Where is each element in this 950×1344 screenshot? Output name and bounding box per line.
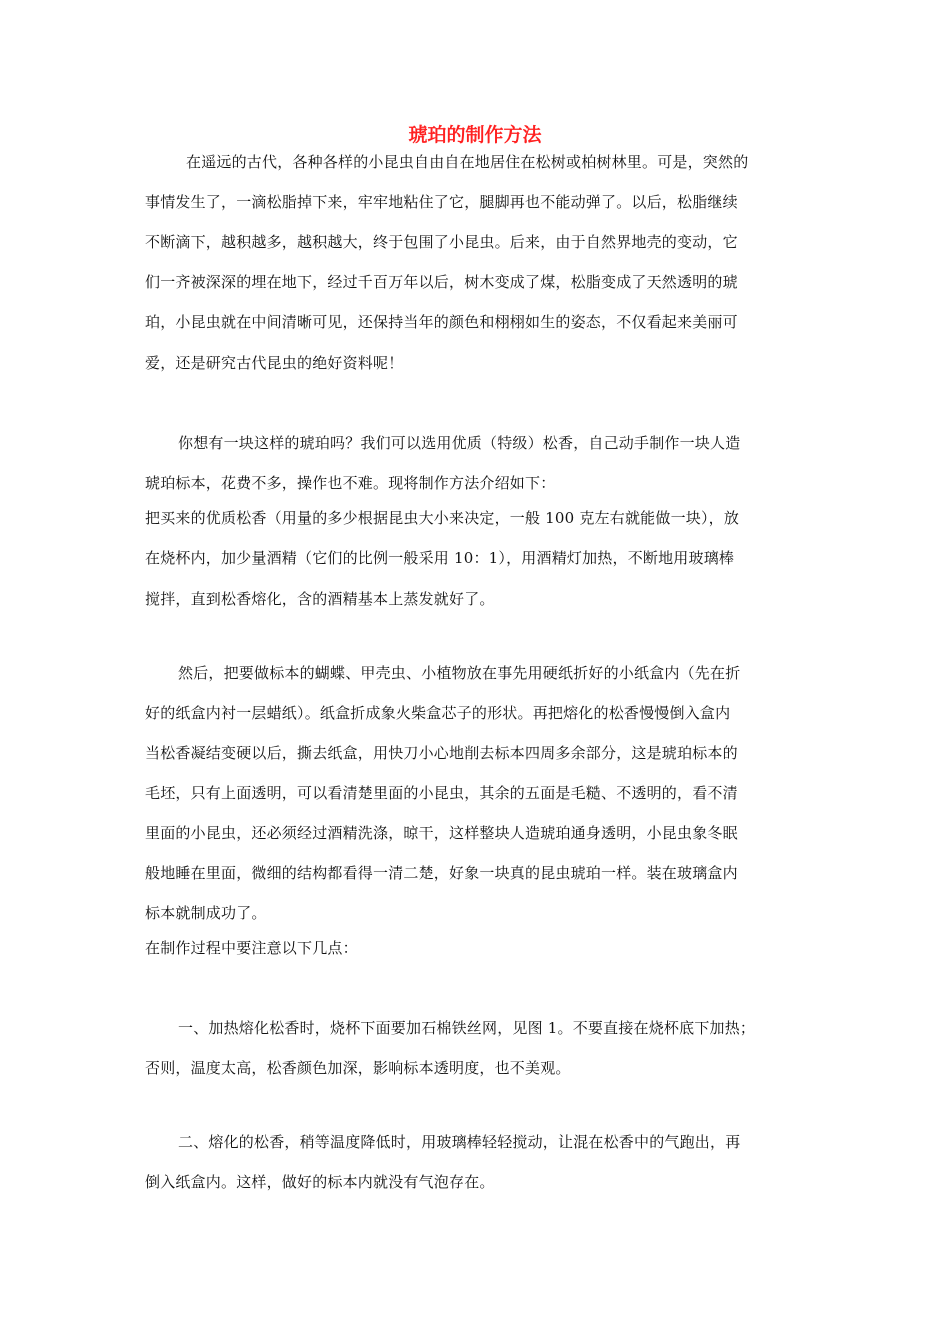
text-line: 搅拌，直到松香熔化，含的酒精基本上蒸发就好了。 [145,590,495,608]
text-line: 倒入纸盒内。这样，做好的标本内就没有气泡存在。 [145,1173,495,1191]
text-line: 当松香凝结变硬以后，撕去纸盒，用快刀小心地削去标本四周多余部分，这是琥珀标本的 [145,744,738,762]
text-line: 在制作过程中要注意以下几点： [145,939,358,957]
text-line: 你想有一块这样的琥珀吗？我们可以选用优质（特级）松香，自己动手制作一块人造 [178,434,741,452]
text-line: 琥珀标本，花费不多，操作也不难。现将制作方法介绍如下： [145,474,556,492]
text-line: 二、熔化的松香，稍等温度降低时，用玻璃棒轻轻搅动，让混在松香中的气跑出，再 [178,1133,741,1151]
text-line: 好的纸盒内衬一层蜡纸）。纸盒折成象火柴盒芯子的形状。再把熔化的松香慢慢倒入盒内 [145,704,731,722]
text-line: 标本就制成功了。 [145,904,267,922]
text-line: 般地睡在里面，微细的结构都看得一清二楚，好象一块真的昆虫琥珀一样。装在玻璃盒内 [145,864,738,882]
text-line: 们一齐被深深的埋在地下，经过千百万年以后，树木变成了煤，松脂变成了天然透明的琥 [145,273,738,291]
document-title: 琥珀的制作方法 [408,124,542,146]
text-line: 一、加热熔化松香时，烧杯下面要加石棉铁丝网，见图 1。不要直接在烧杯底下加热； [178,1019,756,1037]
text-line: 里面的小昆虫，还必须经过酒精洗涤，晾干，这样整块人造琥珀通身透明，小昆虫象冬眠 [145,824,738,842]
text-line: 爱，还是研究古代昆虫的绝好资料呢！ [145,354,404,372]
text-line: 把买来的优质松香（用量的多少根据昆虫大小来决定，一般 100 克左右就能做一块），放 [145,509,740,527]
text-line: 然后，把要做标本的蝴蝶、甲壳虫、小植物放在事先用硬纸折好的小纸盒内（先在折 [178,664,741,682]
text-line: 不断滴下，越积越多，越积越大，终于包围了小昆虫。后来，由于自然界地壳的变动，它 [145,233,738,251]
text-line: 毛坯，只有上面透明，可以看清楚里面的小昆虫，其余的五面是毛糙、不透明的，看不清 [145,784,738,802]
text-line: 珀，小昆虫就在中间清晰可见，还保持当年的颜色和栩栩如生的姿态，不仅看起来美丽可 [145,313,738,331]
text-line: 否则，温度太高，松香颜色加深，影响标本透明度，也不美观。 [145,1059,571,1077]
text-line: 事情发生了，一滴松脂掉下来，牢牢地粘住了它，腿脚再也不能动弹了。以后，松脂继续 [145,193,738,211]
text-line: 在烧杯内，加少量酒精（它们的比例一般采用 10：1），用酒精灯加热，不断地用玻璃棒 [145,549,735,567]
text-line: 在遥远的古代，各种各样的小昆虫自由自在地居住在松树或柏树林里。可是，突然的 [186,153,749,171]
